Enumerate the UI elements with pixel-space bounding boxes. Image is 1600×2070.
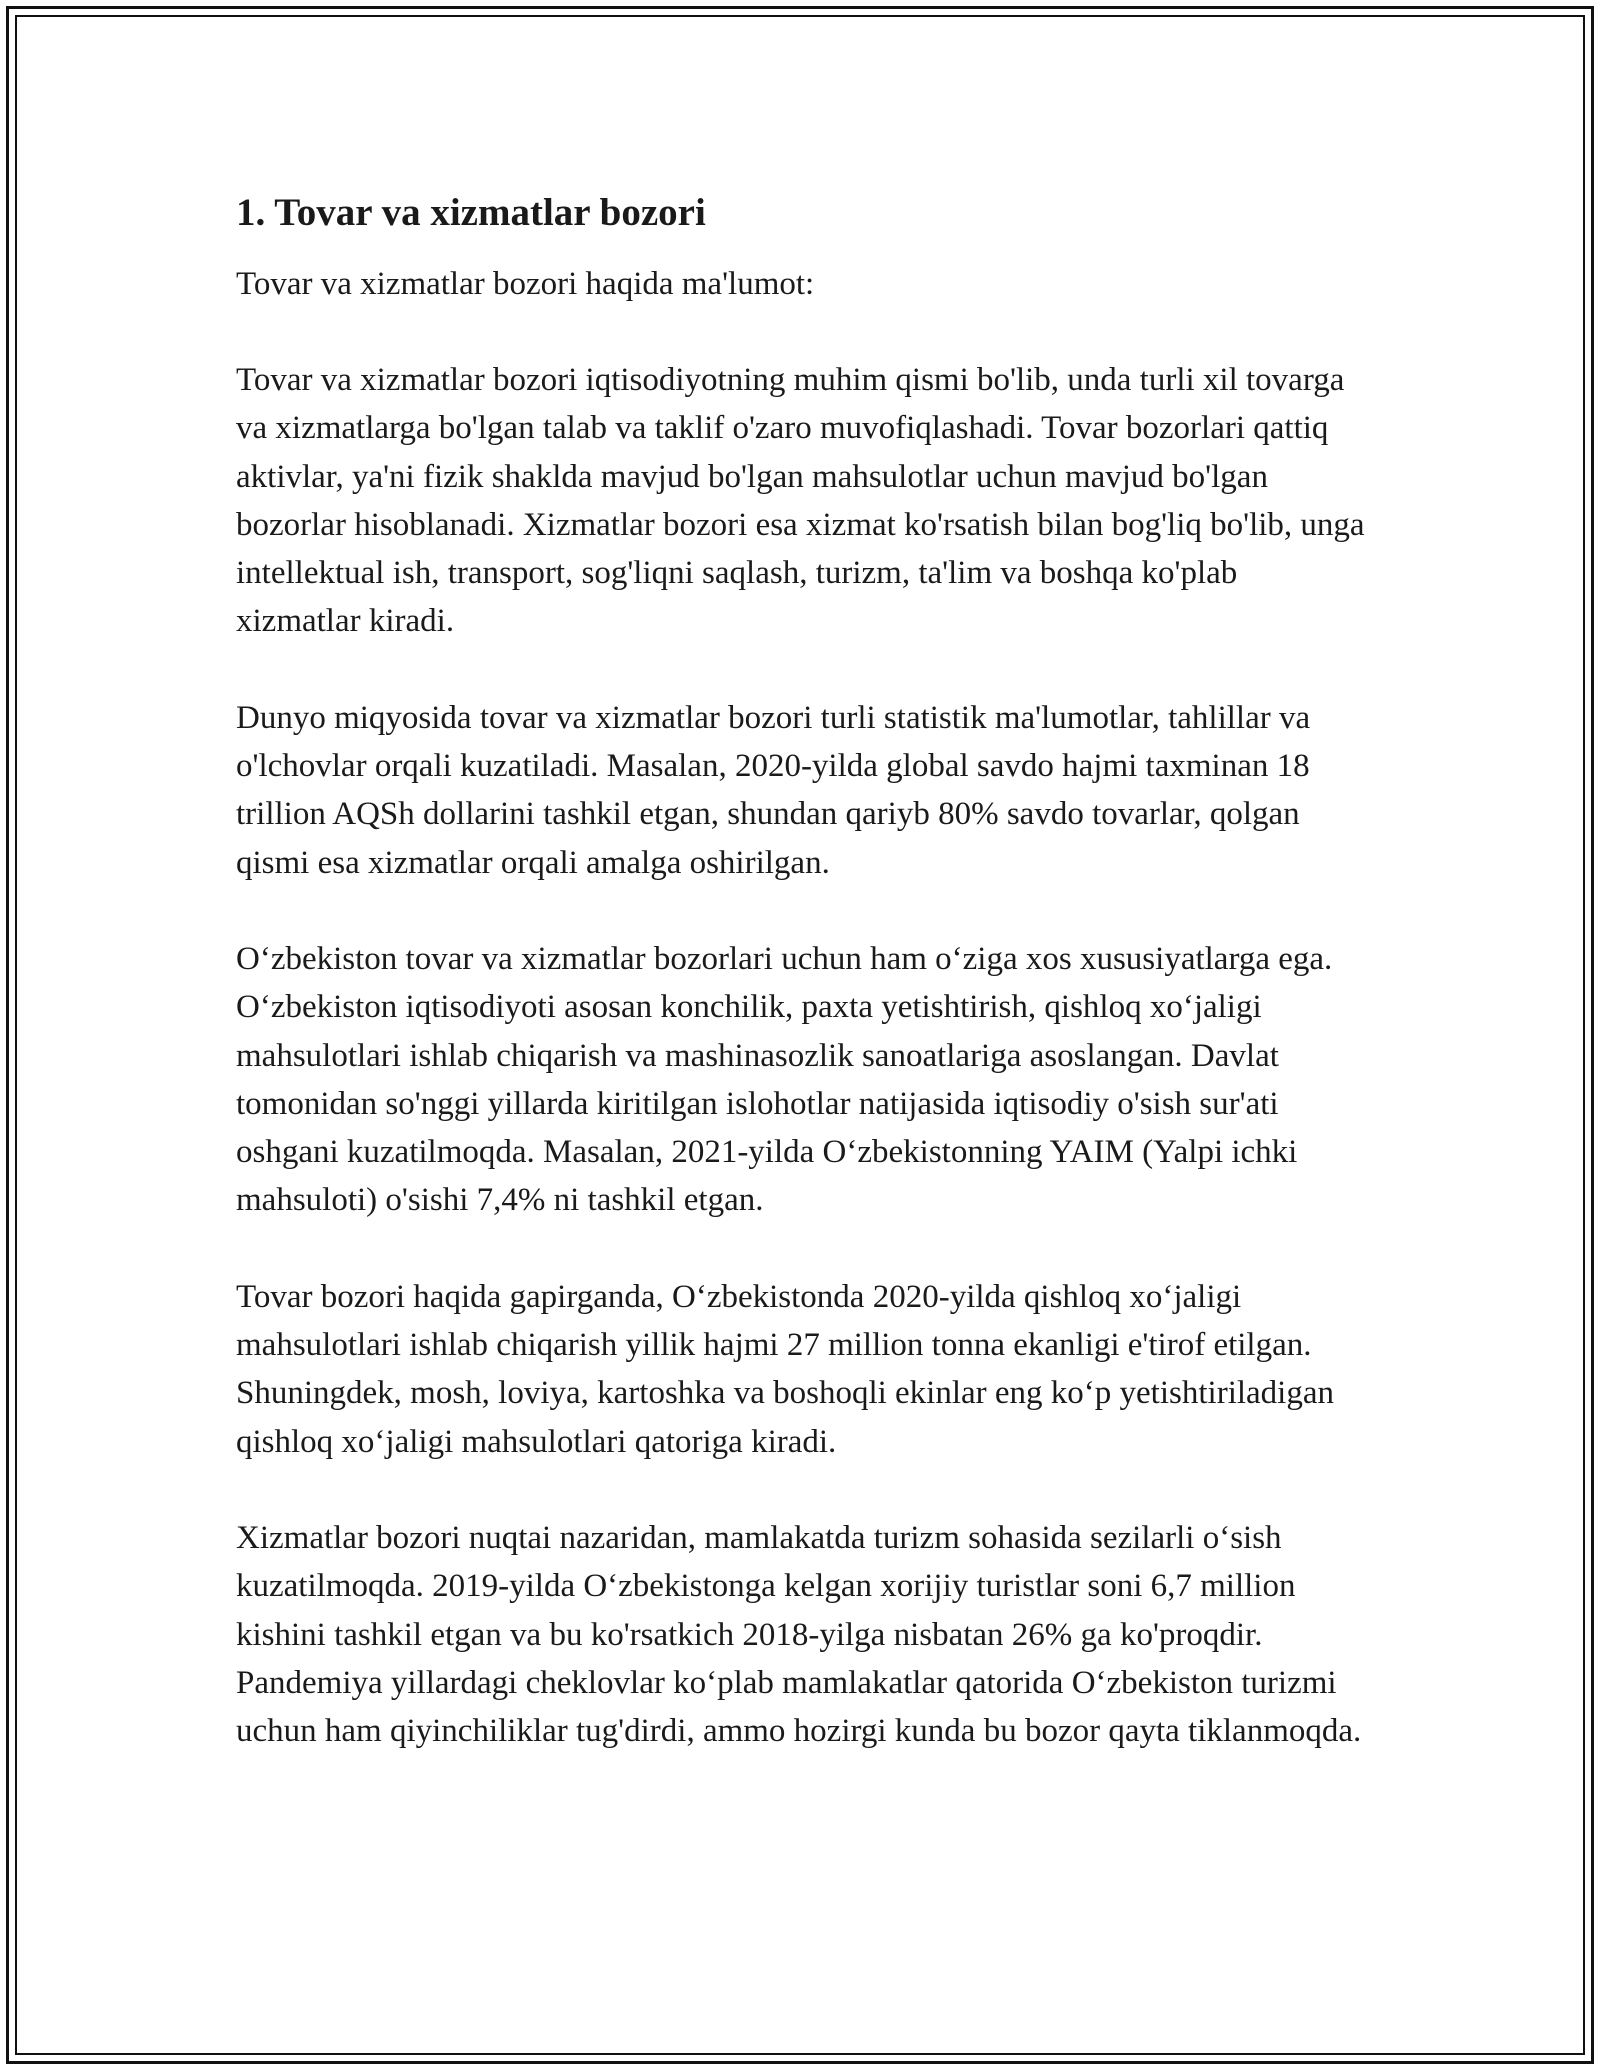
- section-heading: 1. Tovar va xizmatlar bozori: [236, 191, 706, 234]
- paragraph-goods-market: Tovar bozori haqida gapirganda, O‘zbekistonda 2020-yilda qishloq xo‘jaligi mahsulotlari ishlab chiqarish yillik hajmi 27 million tonna ekanligi e'tirof etilgan. Shuningdek, mosh, loviya, kartoshka va boshoqli ekinlar eng ko‘p yetishtiriladigan qishloq xo‘jaligi mahsulotlari qatoriga kiradi.: [236, 1278, 1334, 1460]
- intro-line: Tovar va xizmatlar bozori haqida ma'lumot:: [236, 266, 815, 302]
- document-body: [236, 186, 1366, 1755]
- paragraph-services-market: Xizmatlar bozori nuqtai nazaridan, mamlakatda turizm sohasida sezilarli o‘sish kuzatilmoqda. 2019-yilda O‘zbekistonga kelgan xorijiy turistlar soni 6,7 million kishini tashkil etgan va bu ko'rsatkich 2018-yilga nisbatan 26% ga ko'proqdir. Pandemiya yillardagi cheklovlar ko‘plab mamlakatlar qatorida O‘zbekiston turizmi uchun ham qiyinchiliklar tug'dirdi, ammo hozirgi kunda bu bozor qayta tiklanmoqda.: [236, 1519, 1362, 1750]
- paragraph-global-trade: Dunyo miqyosida tovar va xizmatlar bozori turli statistik ma'lumotlar, tahlillar va o'lchovlar orqali kuzatiladi. Masalan, 2020-yilda global savdo hajmi taxminan 18 trillion AQSh dollarini tashkil etgan, shundan qariyb 80% savdo tovarlar, qolgan qismi esa xizmatlar orqali amalga oshirilgan.: [236, 699, 1311, 881]
- paragraph-market-overview: Tovar va xizmatlar bozori iqtisodiyotning muhim qismi bo'lib, unda turli xil tovarga va xizmatlarga bo'lgan talab va taklif o'zaro muvofiqlashadi. Tovar bozorlari qattiq aktivlar, ya'ni fizik shaklda mavjud bo'lgan mahsulotlar uchun mavjud bo'lgan bozorlar hisoblanadi. Xizmatlar bozori esa xizmat ko'rsatish bilan bog'liq bo'lib, unga intellektual ish, transport, sog'liqni saqlash, turizm, ta'lim va boshqa ko'plab xizmatlar kiradi.: [236, 362, 1365, 640]
- paragraph-uzbekistan-economy: O‘zbekiston tovar va xizmatlar bozorlari uchun ham o‘ziga xos xususiyatlarga ega. O‘zbekiston iqtisodiyoti asosan konchilik, paxta yetishtirish, qishloq xo‘jaligi mahsulotlari ishlab chiqarish va mashinasozlik sanoatlariga asoslangan. Davlat tomonidan so'nggi yillarda kiritilgan islohotlar natijasida iqtisodiy o'sish sur'ati oshgani kuzatilmoqda. Masalan, 2021-yilda O‘zbekistonning YAIM (Yalpi ichki mahsuloti) o'sishi 7,4% ni tashkil etgan.: [236, 940, 1333, 1219]
